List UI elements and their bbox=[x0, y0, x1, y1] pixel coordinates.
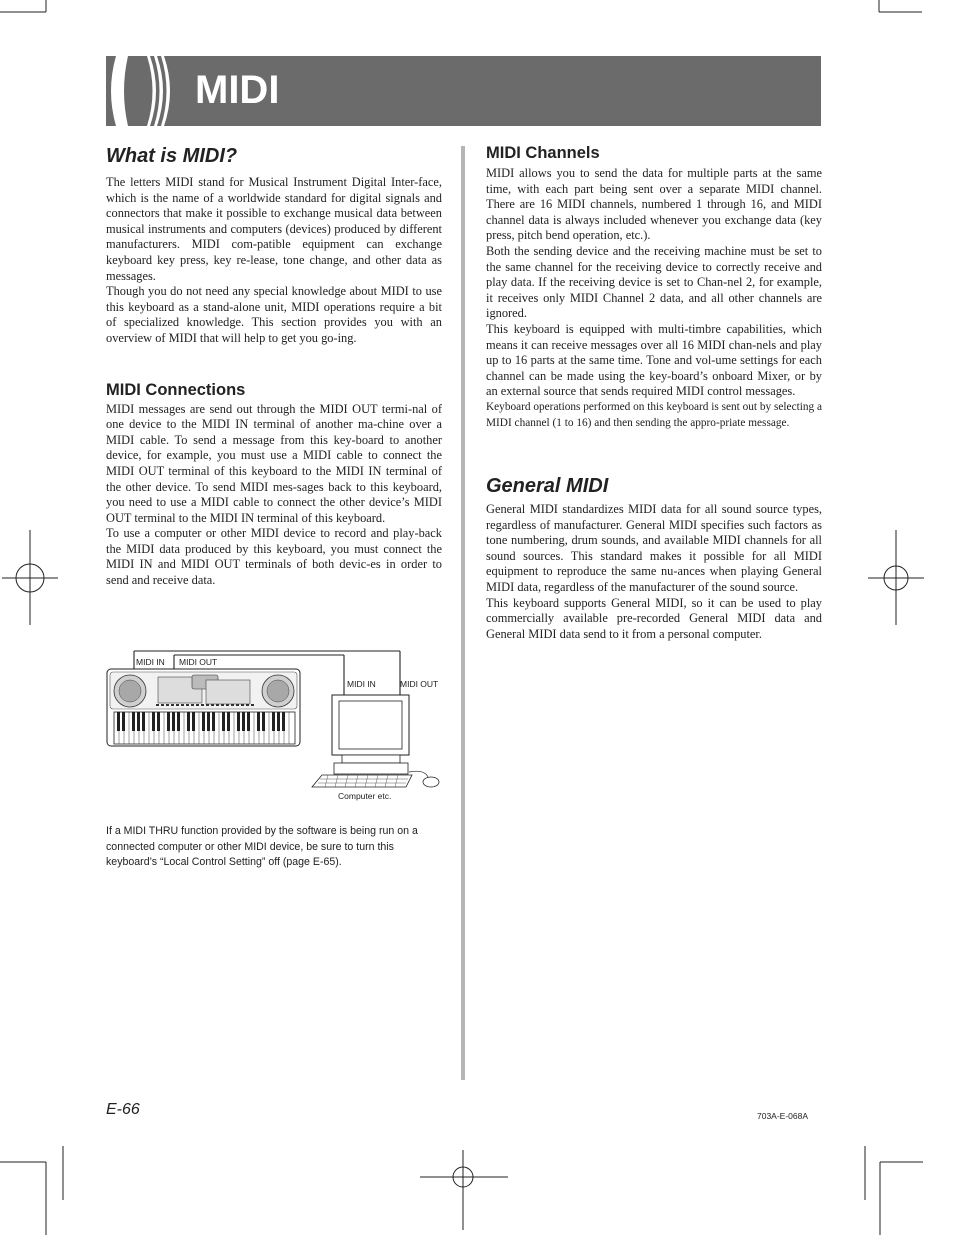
keyboard-midi-in-label: MIDI IN bbox=[136, 657, 165, 667]
paragraph-connections-2: To use a computer or other MIDI device to record and play-back the MIDI data produced by this keyboard, you must connect the MIDI IN and MIDI OUT terminals of both devic-es in order to send and receive data. bbox=[106, 526, 442, 588]
local-control-note: If a MIDI THRU function provided by the software is being run on a connected computer or other MIDI device, be sure to turn this keyboard’s “Local Control Setting” off (page E-65). bbox=[106, 825, 418, 868]
computer-illustration bbox=[312, 695, 439, 787]
paragraph-channels-2: Both the sending device and the receiving machine must be set to the same channel for the receiving device to correctly receive and play data. If the receiving device is set to Chan-nel 2, for example, it receives only MIDI Channel 2 data, and all other channels are ignored. bbox=[486, 243, 822, 321]
paragraph-connections-1: MIDI messages are send out through the MIDI OUT termi-nal of one device to the MIDI IN terminal of another ma-chine over a MIDI cable. To send a message from this key-board to another device, for example, you must use a MIDI cable to connect the MIDI OUT terminal of this keyboard to the MIDI IN terminal of the other device. To send MIDI mes-sages back to this keyboard, you need to use a MIDI cable to connect the other device’s MIDI OUT terminal to the MIDI IN terminal of this keyboard. bbox=[106, 401, 442, 525]
crop-mark-bottom-left bbox=[0, 1140, 70, 1235]
paragraph-channels-3: This keyboard is equipped with multi-timbre capabilities, which means it can receive messages over all 16 MIDI chan-nels and play up to 16 parts at the same time. Tone and vol-ume settings for each channel can be made using the key-board’s onboard Mixer, or by an external source that sends required MIDI control messages. bbox=[486, 321, 822, 399]
page-title: MIDI bbox=[195, 68, 280, 112]
computer-midi-in-label: MIDI IN bbox=[347, 679, 376, 689]
paragraph-general-1: General MIDI standardizes MIDI data for all sound source types, regardless of manufacturer. General MIDI specifies such factors as tone numbering, drum sounds, and available MIDI channels for all sound sources. This standard makes it possible for all MIDI equipment to reproduce the same nu-ances when playing General MIDI data, regardless of the manufacturer of the sound source. bbox=[486, 502, 822, 595]
crop-mark-bottom-right bbox=[855, 1140, 954, 1235]
midi-connection-diagram bbox=[106, 645, 442, 805]
document-code: 703A-E-068A bbox=[757, 1111, 809, 1121]
column-divider bbox=[461, 146, 465, 1080]
left-column bbox=[106, 143, 442, 589]
heading-midi-channels: MIDI Channels bbox=[486, 144, 600, 162]
crop-mark-top-right bbox=[870, 0, 954, 20]
paragraph-what-1: The letters MIDI stand for Musical Instrument Digital Inter-face, which is the name of a worldwide standard for digital signals and connectors that make it possible to exchange musical data between musical instruments and computers (devices) produced by different manufacturers. MIDI com-patible equipment can exchange keyboard key press, key re-lease, tone change, and other data as messages. bbox=[106, 175, 442, 283]
heading-what-is-midi: What is MIDI? bbox=[106, 145, 238, 167]
paragraph-what-2: Though you do not need any special knowledge about MIDI to use this keyboard as a stand-alone unit, MIDI operations require a bit of specialized knowledge. This section provides you with an overview of MIDI that will help to get you go-ing. bbox=[106, 284, 442, 345]
banner-bracket-decoration bbox=[106, 56, 196, 126]
registration-mark-bottom bbox=[420, 1150, 510, 1235]
paragraph-channels-1: MIDI allows you to send the data for multiple parts at the same time, with each part being sent over a separate MIDI channel. There are 16 MIDI channels, numbered 1 through 16, and MIDI channel data is always included whenever you exchange data (key press, pitch bend operation, etc.). bbox=[486, 166, 822, 243]
page-number: E-66 bbox=[106, 1101, 140, 1118]
heading-general-midi: General MIDI bbox=[486, 475, 609, 498]
computer-caption: Computer etc. bbox=[338, 791, 392, 801]
keyboard-midi-out-label: MIDI OUT bbox=[179, 657, 218, 667]
registration-mark-right bbox=[866, 530, 926, 630]
crop-mark-top-left bbox=[0, 0, 60, 20]
registration-mark-left bbox=[0, 530, 60, 630]
paragraph-channels-4: Keyboard operations performed on this keyboard is sent out by selecting a MIDI channel (1 to 16) and then sending the appro-priate message. bbox=[486, 400, 822, 429]
paragraph-general-2: This keyboard supports General MIDI, so it can be used to play commercially available pre-recorded General MIDI data and General MIDI data send to it from a personal computer. bbox=[486, 595, 822, 641]
section-title-banner bbox=[106, 56, 821, 126]
keyboard-illustration bbox=[107, 669, 300, 746]
heading-midi-connections: MIDI Connections bbox=[106, 380, 246, 399]
right-column bbox=[486, 143, 822, 642]
computer-midi-out-label: MIDI OUT bbox=[400, 679, 439, 689]
